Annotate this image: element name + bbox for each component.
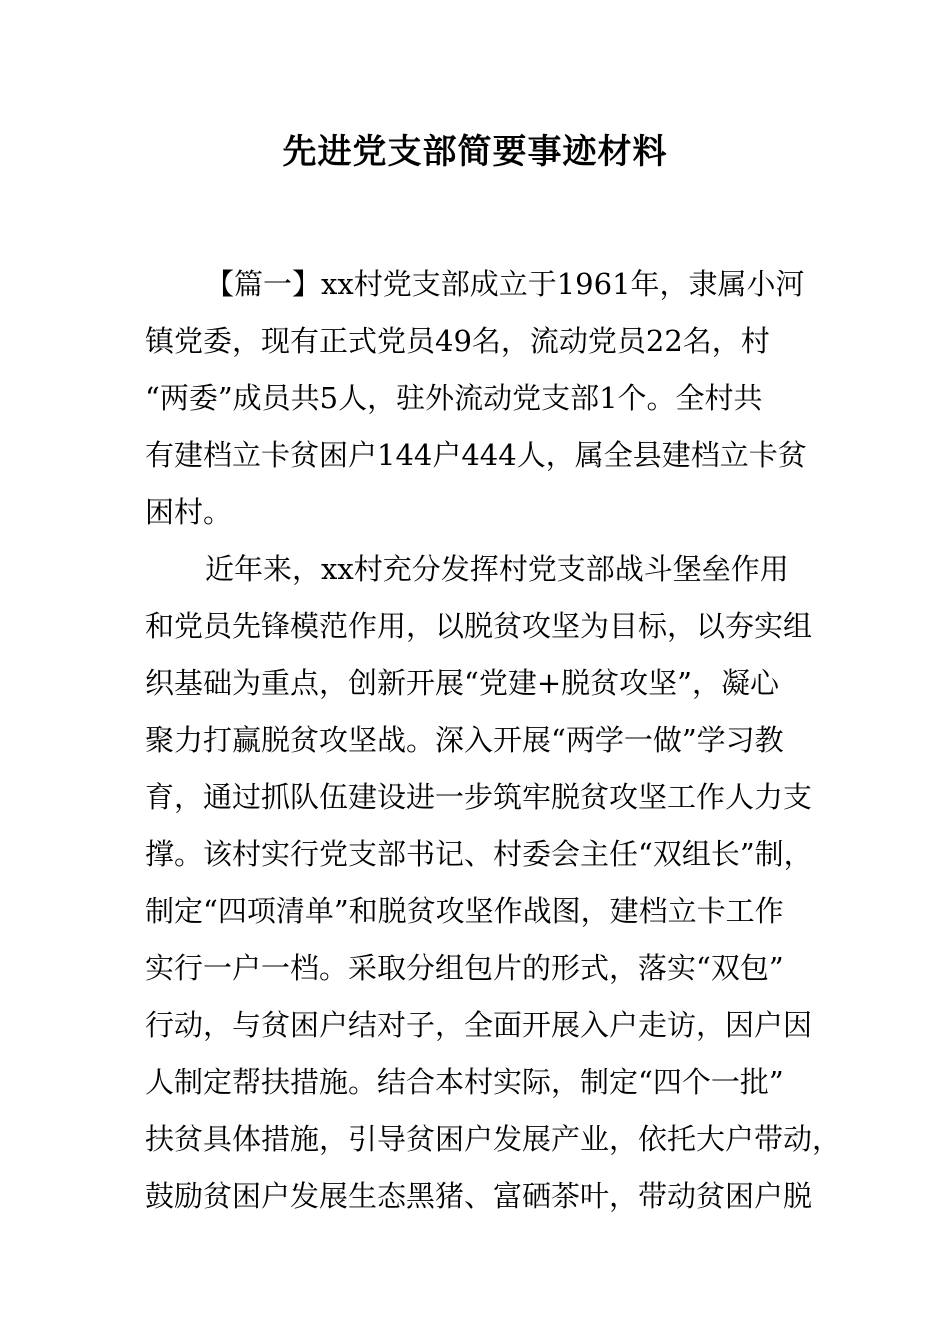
paragraph-line: 扶贫具体措施，引导贫困户发展产业，依托大户带动， xyxy=(145,1122,842,1156)
paragraph-line: 撑。该村实行党支部书记、村委会主任“双组长”制， xyxy=(145,837,813,871)
paragraph-line: 行动，与贫困户结对子，全面开展入户走访，因户因 xyxy=(145,1008,813,1042)
paragraph-line: 有建档立卡贫困户144户444人，属全县建档立卡贫 xyxy=(145,438,807,472)
paragraph-line: 聚力打赢脱贫攻坚战。深入开展“两学一做”学习教 xyxy=(145,723,784,757)
paragraph-line: 镇党委，现有正式党员49名，流动党员22名，村 xyxy=(145,324,770,358)
paragraph-line: 实行一户一档。采取分组包片的形式，落实“双包” xyxy=(145,951,784,985)
paragraph-2 xyxy=(145,541,842,1225)
paragraph-line: 和党员先锋模范作用，以脱贫攻坚为目标，以夯实组 xyxy=(145,609,813,643)
paragraph-line: 【篇一】xx村党支部成立于1961年，隶属小河 xyxy=(205,267,805,301)
paragraph-line: 鼓励贫困户发展生态黑猪、富硒茶叶，带动贫困户脱 xyxy=(145,1179,813,1213)
paragraph-line: 困村。 xyxy=(145,495,233,529)
paragraph-line: “两委”成员共5人，驻外流动党支部1个。全村共 xyxy=(145,381,763,415)
document-title: 先进党支部简要事迹材料 xyxy=(282,132,668,172)
paragraph-line: 人制定帮扶措施。结合本村实际，制定“四个一批” xyxy=(145,1065,784,1099)
paragraph-line: 制定“四项清单”和脱贫攻坚作战图，建档立卡工作 xyxy=(145,894,784,928)
document-body xyxy=(145,256,842,1225)
paragraph-line: 织基础为重点，创新开展“党建+脱贫攻坚”，凝心 xyxy=(145,666,779,700)
paragraph-1 xyxy=(145,256,820,541)
paragraph-line: 近年来，xx村充分发挥村党支部战斗堡垒作用 xyxy=(205,552,789,586)
paragraph-line: 育，通过抓队伍建设进一步筑牢脱贫攻坚工作人力支 xyxy=(145,780,813,814)
